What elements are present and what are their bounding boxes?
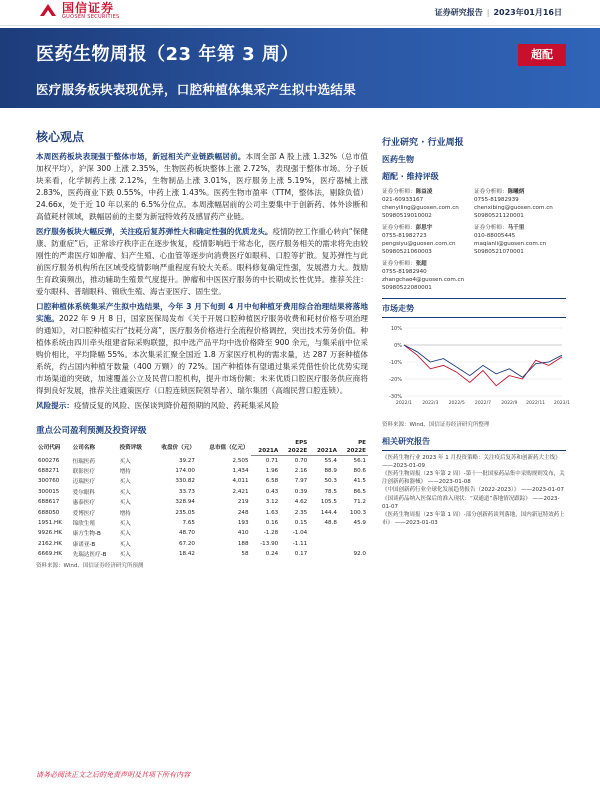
analyst-role: 证券分析师： [474,225,508,231]
cell-eps1: 0.71 [265,457,279,464]
analyst-email[interactable]: zhangchao4@guosen.com.cn [382,277,465,283]
cell-rating: 买入 [119,500,131,507]
cell-eps1: -1.28 [263,530,279,537]
cell-code: 600276 [38,457,60,464]
analyst-cert: S0980521060003 [382,249,432,255]
market-trend-chart [382,322,571,414]
cell-name: 先瑞达医疗-B [72,552,107,559]
analyst-role: 证券分析师： [382,189,416,195]
col-mcap: 总市值（亿元） [209,445,249,452]
cell-eps2: 0.17 [294,551,308,558]
col-pe-2021: 2021A [309,447,339,456]
cell-pe1 [309,549,339,559]
cell-price: 7.65 [182,519,195,526]
analyst-name: 陈曦炳 [507,189,525,195]
analyst-list [382,188,566,292]
market-heading: 市场走势 [382,303,566,318]
risk-lead: 风险提示： [36,401,74,410]
cell-pe1: 105.5 [320,499,337,506]
sector-label: 医药生物 [382,155,414,164]
cell-code: 1951.HK [38,519,62,526]
paragraph-dental-implant-lead: 口腔种植体系统集采产生拟中选结果，今年 3 月下旬到 4 月中旬种植牙费用综合治理结果将落地实施。 [36,302,368,323]
disclaimer-footer: 请务必阅读正文之后的免责声明及其项下所有内容 [36,771,190,779]
analyst-email[interactable]: chenyiling@guosen.com.cn [382,205,459,211]
cell-pe1 [309,528,339,538]
cell-pe1 [309,539,339,549]
cell-eps1: 1.63 [265,509,279,516]
cell-eps1: 0.43 [265,488,279,495]
brand-emblem-icon [38,2,58,20]
report-subtitle: 医疗服务板块表现优异，口腔种植体集采产生拟中选结果 [36,82,357,97]
forecast-table-body [36,456,368,560]
rating-line: 超配 · 维持评级 [382,172,439,181]
analyst-card [474,224,566,256]
cell-eps2: 0.70 [294,457,308,464]
paragraph-medical-service-body: 疫情防控工作重心转向“保健康、防重症”后，正常诊疗秩序正在逐步恢复，疫情影响趋于常态化，医疗服务相关的需求将先由较刚性的严肃医疗如肿瘤、妇产生殖、心血管等逐步向消费医疗如眼科、口腔等扩散。复苏弹性与此前医疗服务机构所在区域受疫情影响严重程度有较大关系。眼科修复确定性强，发展潜力大。鼓励生育政策频出，推动辅助生殖景气度提升。肿瘤和中医医疗服务的中长期成长性优异。推荐关注：爱尔眼科、普瑞眼科、锦欣生殖、海吉亚医疗、固生堂。 [36,227,369,296]
analyst-name: 陈益凌 [415,189,433,195]
cell-name: 迈瑞医疗 [72,479,95,486]
related-heading: 相关研究报告 [382,436,566,451]
col-eps-2022: 2022E [280,447,309,456]
cell-name: 康方生物-B [72,531,101,538]
cell-eps2: -1.11 [292,540,308,547]
cell-rating: 买入 [119,531,131,538]
table-row [36,539,368,549]
analyst-card [474,188,566,220]
cell-mcap: 2,505 [232,457,249,464]
cell-eps2: 0.15 [294,519,308,526]
y-tick-label: 10% [390,326,402,332]
x-tick-label: 2022/1 [395,401,413,406]
col-price: 收盘价（元） [161,445,195,452]
cell-rating: 买入 [119,489,131,496]
analyst-cert: S0980519010002 [382,213,432,219]
title-banner [0,28,600,108]
analyst-phone: 0755-81982939 [474,197,519,203]
col-rating: 投资评级 [119,445,142,452]
cell-price: 174.00 [175,468,195,475]
table-row [36,518,368,528]
analyst-email[interactable]: chenxibing@guosen.com.cn [474,205,553,211]
x-tick-label: 2022/7 [474,401,492,406]
cell-name: 爱博医疗 [72,510,95,517]
risk-body: 疫情反复的风险、医保谈判降价超预期的风险、药耗集采风险 [73,401,279,410]
cell-eps2: 0.39 [294,488,308,495]
col-pe: PE [358,440,366,446]
cell-name: 恒瑞医药 [72,458,95,465]
cell-code: 688617 [38,499,60,506]
report-header [0,0,600,26]
analyst-phone: 010-88005445 [474,233,516,239]
cell-pe1: 55.4 [324,457,337,464]
cell-pe2: 92.0 [353,551,366,558]
related-report-item[interactable]: 《中国创新药行业全球化发展趋势报告（2022-2023）》 ——2023-01-07 [382,487,564,494]
analyst-card [382,188,474,220]
table-row [36,549,368,559]
industry-label: 行业研究 · 行业周报 [382,138,464,148]
analyst-cert: S0980521070001 [474,249,524,255]
analyst-phone: 0755-81982940 [382,269,427,275]
related-report-item[interactable]: 《国谈药品纳入医保后的准入现状：“双通道”落地情况跟踪》 ——2023-01-07 [382,495,560,510]
cell-eps1: -13.90 [260,540,279,547]
paragraph-medical-service [36,226,368,298]
analyst-email[interactable]: maqianli@guosen.com.cn [474,241,547,247]
table-row [36,528,368,538]
cell-eps2: -1.04 [292,530,308,537]
cell-code: 9926.HK [38,530,62,537]
table-row [36,487,368,497]
cell-mcap: 2,421 [232,488,249,495]
cell-rating: 买入 [119,520,131,527]
analyst-name: 马千里 [507,225,525,231]
chart-source: 资料来源：Wind、国信证券经济研究所整理 [382,422,490,428]
cell-rating: 买入 [119,479,131,486]
analyst-card [382,260,474,292]
analyst-phone: 0755-81982723 [382,233,427,239]
paragraph-dental-implant-body: 2022 年 9 月 8 日，国家医保局发布《关于开展口腔种植医疗服务收费和耗材价格专项治理的通知》，对口腔种植实行“技耗分离”，医疗服务价格进行全流程价格调控，突出技术劳务价值。种植体系统由四川牵头组建省际采购联盟，拟中选产品平均中选价格降至 900 余元，与集采前中位采购价相比，平均降幅 55%。本次集采汇聚全国近 1.8 万家医疗机构的需求量，达 287 万套种植体系统，约占国内种植牙数量（400 万颗）的 72%。国产种植体有望通过集采凭借性价比优势实现市场渠道的突破，加速覆盖公立及民营口腔机构，提升市场份额；未来优质口腔医疗服务供应商将得到良好发展，推荐关注通策医疗（口腔连锁医院领导者）、瑞尔集团（高端民营口腔连锁）。 [36,314,368,395]
risk-note [36,400,368,412]
analyst-card [382,224,474,256]
table-row [36,456,368,466]
x-tick-label: 2023/1 [553,401,571,406]
cell-eps2: 2.16 [294,468,308,475]
related-report-item[interactable]: 《医药生物周报（23 年第 2 周）-第十一批国家药品集中采购规则发布，关注创新药和器械》 ——2023-01-08 [382,471,565,485]
y-tick-label: -30% [389,394,402,400]
cell-name: 锦欣生殖 [72,520,95,527]
table-row [36,466,368,476]
report-kind: 证券研究报告 [434,8,483,17]
cell-code: 300015 [38,488,60,495]
cell-eps1: 3.12 [265,499,279,506]
cell-pe2 [339,539,368,549]
table-row [36,476,368,486]
x-tick-label: 2022/11 [526,401,546,406]
cell-pe2: 71.2 [353,499,366,506]
cell-rating: 增持 [119,469,131,476]
cell-pe1: 48.8 [324,519,337,526]
cell-name: 康诺亚-B [72,541,96,548]
cell-mcap: 1,434 [232,468,249,475]
cell-pe1: 50.3 [324,478,337,485]
cell-eps2: 7.97 [294,478,308,485]
cell-price: 330.82 [175,478,195,485]
cell-code: 300760 [38,478,60,485]
x-tick-label: 2022/9 [501,401,518,406]
col-eps-2021: 2021A [251,447,281,456]
brand-name: 国信证券 [62,1,115,15]
report-title: 医药生物周报（23 年第 3 周） [36,44,299,65]
cell-pe2: 45.9 [353,519,366,526]
paragraph-market [36,151,368,223]
analyst-role: 证券分析师： [382,261,416,267]
related-report-item[interactable]: 《医药生物行业 2023 年 1 月投资策略：关注疫后复苏和创新药大主线》 ——2023-01-09 [382,455,561,469]
y-tick-label: -10% [389,360,402,366]
brand-name-en: GUOSEN SECURITIES [62,14,120,20]
col-name: 公司名称 [72,445,95,452]
cell-name: 惠泰医疗 [72,500,95,507]
analyst-phone: 021-60933167 [382,197,424,203]
analyst-role: 证券分析师： [474,189,508,195]
paragraph-market-body: 本周全部 A 股上涨 1.32%（总市值加权平均），沪深 300 上涨 2.35%，生物医药板块整体上涨 2.72%，表现强于整体市场。分子版块来看，化学制药上涨 2.12%，生物制品上涨 3.01%，医疗服务上涨 5.19%，医疗器械上涨 2.83%，医药商业下跌 0.55%，中药上涨 1.43%。医药生物市盈率（TTM，整体法，剔除负值）24.66x，处于近 10 年以来的 6.5%分位点。本周涨幅居前的公司主要集中于创新药、体外诊断和高值耗材领域，跌幅居前的主要为新冠特效药及感冒药产业链。 [36,152,368,221]
side-divider [382,298,566,299]
cell-code: 688050 [38,509,60,516]
cell-rating: 买入 [119,552,131,559]
cell-pe1: 78.5 [324,488,337,495]
cell-rating: 增持 [119,510,131,517]
cell-price: 18.42 [178,551,195,558]
cell-pe2 [339,528,368,538]
cell-price: 48.70 [178,530,195,537]
cell-mcap: 410 [237,530,249,537]
brand-logo [38,2,120,20]
cell-rating: 买入 [119,541,131,548]
analyst-cert: S0980522080001 [382,285,432,291]
cell-eps2: 4.62 [294,499,308,506]
paragraph-dental-implant [36,301,368,397]
cell-name: 联影医疗 [72,469,95,476]
cell-mcap: 4,011 [232,478,249,485]
cell-mcap: 58 [241,551,249,558]
col-eps: EPS [295,440,308,446]
report-date: 2023年01月16日 [493,8,562,17]
cell-pe1: 144.4 [320,509,337,516]
cell-pe2: 56.1 [353,457,366,464]
y-tick-label: 0% [394,343,402,349]
cell-name: 爱尔眼科 [72,489,95,496]
paragraph-market-lead: 本周医药板块表现强于整体市场，新冠相关产业链跌幅居前。 [36,152,246,161]
col-pe-2022: 2022E [339,447,368,456]
cell-eps1: 1.96 [265,468,279,475]
cell-price: 328.94 [175,499,195,506]
cell-price: 33.73 [178,488,195,495]
analyst-name: 彭思宇 [415,225,433,231]
cell-mcap: 248 [237,509,249,516]
rating-badge: 超配 [518,44,566,66]
cell-eps2: 2.35 [294,509,308,516]
cell-price: 235.05 [175,509,195,516]
analyst-email[interactable]: pengsiyu@guosen.com.cn [382,241,456,247]
y-tick-label: -20% [389,377,402,383]
cell-pe2: 41.5 [353,478,366,485]
cell-price: 67.20 [178,540,195,547]
paragraph-medical-service-lead: 医疗服务板块大幅反弹，关注疫后复苏弹性大和确定性强的优质龙头。 [36,227,273,236]
cell-code: 688271 [38,468,60,475]
cell-eps1: 0.24 [265,551,279,558]
forecast-table [36,439,368,559]
x-tick-label: 2022/5 [448,401,465,406]
analyst-role: 证券分析师： [382,225,416,231]
cell-pe2: 80.6 [353,468,366,475]
related-report-item[interactable]: 《医药生物周报（23 年第 1 周）-部分创新药谈判落地，国内新冠特效药上市》 ——2023-01-03 [382,512,565,526]
related-report-list [382,455,566,527]
cell-pe2: 100.3 [349,509,366,516]
cell-mcap: 219 [237,499,249,506]
analyst-name: 张超 [415,261,427,267]
forecast-table-title: 重点公司盈利预测及投资评级 [36,426,147,436]
report-kind-and-date: 证券研究报告 | 2023年01月16日 [434,8,562,17]
analyst-cert: S0980521120001 [474,213,524,219]
cell-eps1: 0.16 [265,519,279,526]
x-tick-label: 2022/3 [422,401,439,406]
forecast-source: 资料来源：Wind、国信证券经济研究所预测 [36,563,144,570]
col-code: 公司代码 [38,445,61,452]
side-column [382,135,571,528]
cell-eps1: 6.58 [265,478,279,485]
cell-code: 2162.HK [38,540,62,547]
cell-code: 6669.HK [38,551,62,558]
cell-price: 39.27 [178,457,195,464]
core-heading: 核心观点 [36,130,85,144]
cell-pe2: 86.5 [353,488,366,495]
table-row [36,507,368,517]
cell-mcap: 188 [237,540,249,547]
cell-mcap: 193 [237,519,249,526]
cell-pe1: 88.9 [324,468,337,475]
table-row [36,497,368,507]
cell-rating: 买入 [119,458,131,465]
main-column [36,128,368,569]
